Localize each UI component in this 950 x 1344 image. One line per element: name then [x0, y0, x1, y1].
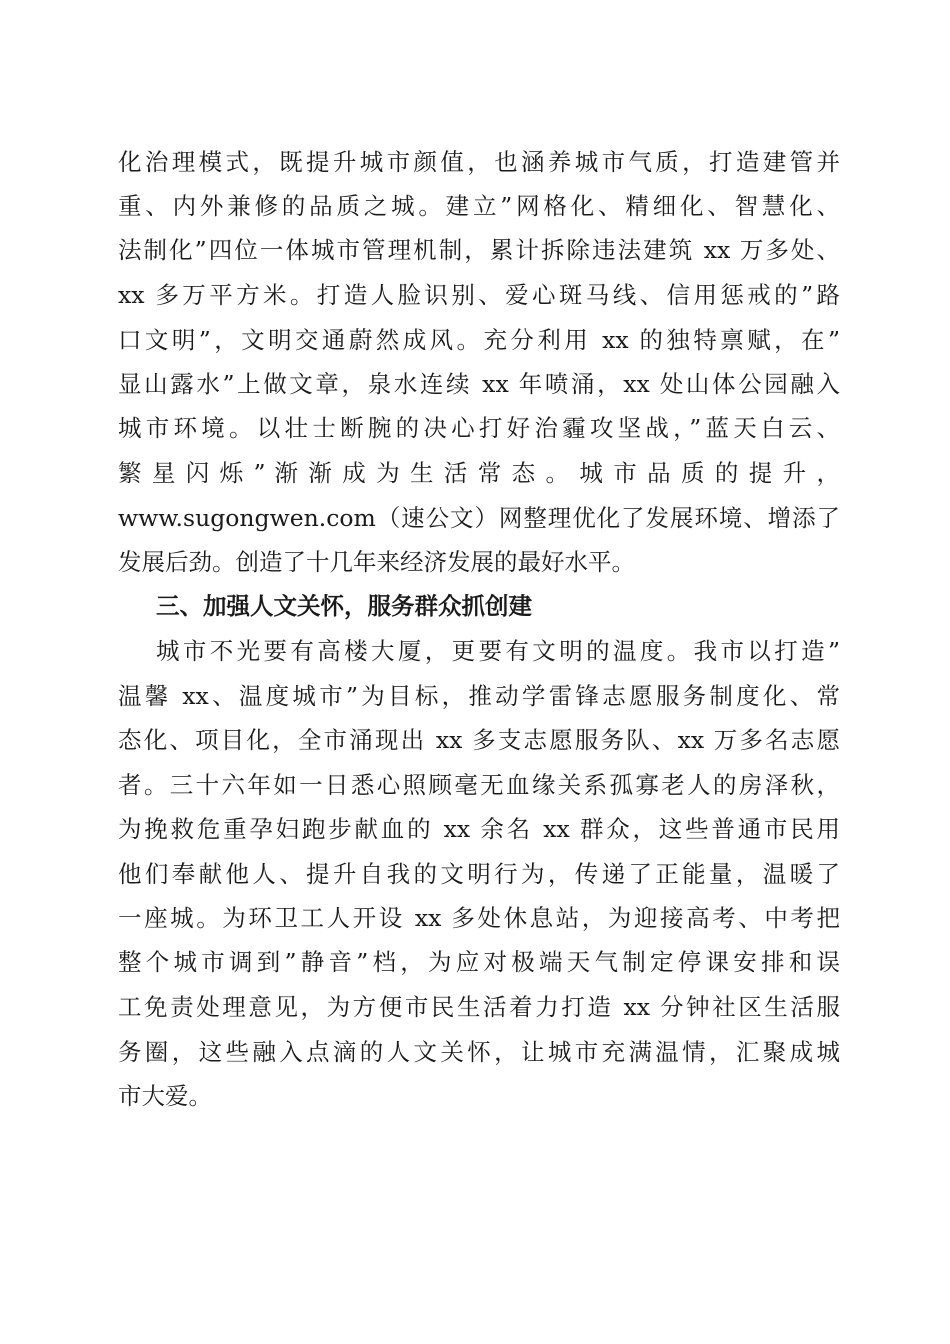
- text-line: 重、内外兼修的品质之城。建立”网格化、精细化、智慧化、: [118, 192, 840, 220]
- text-line: 温馨 xx、温度城市”为目标，推动学雷锋志愿服务制度化、常: [118, 682, 840, 710]
- text-line: 城市不光要有高楼大厦，更要有文明的温度。我市以打造”: [156, 637, 840, 665]
- text-line: 法制化”四位一体城市管理机制，累计拆除违法建筑 xx 万多处、: [118, 236, 840, 264]
- text-line: 城市环境。以壮士断腕的决心打好治霾攻坚战，”蓝天白云、: [118, 414, 840, 442]
- text-line: 化治理模式，既提升城市颜值，也涵养城市气质，打造建管并: [118, 148, 840, 176]
- text-line: 口文明”，文明交通蔚然成风。充分利用 xx 的独特禀赋，在”: [118, 326, 840, 354]
- text-line: 为挽救危重孕妇跑步献血的 xx 余名 xx 群众，这些普通市民用: [118, 815, 840, 843]
- text-line: 者。三十六年如一日悉心照顾毫无血缘关系孤寡老人的房泽秋，: [118, 771, 840, 799]
- text-line: 整个城市调到”静音”档，为应对极端天气制定停课安排和误: [118, 948, 840, 976]
- text-line: 态化、项目化，全市涌现出 xx 多支志愿服务队、xx 万多名志愿: [118, 726, 840, 754]
- text-line: 繁 星 闪 烁 ” 渐 渐 成 为 生 活 常 态 。 城 市 品 质 的 提 升 ，: [118, 459, 840, 487]
- text-line: 工免责处理意见，为方便市民生活着力打造 xx 分钟社区生活服: [118, 993, 840, 1021]
- text-line: xx 多万平方米。打造人脸识别、爱心斑马线、信用惩戒的”路: [118, 281, 840, 309]
- text-line: www.sugongwen.com（速公文）网整理优化了发展环境、增添了: [118, 504, 840, 532]
- section-heading: 三、加强人文关怀，服务群众抓创建: [156, 592, 532, 620]
- text-line: 显山露水”上做文章，泉水连续 xx 年喷涌，xx 处山体公园融入: [118, 370, 840, 398]
- text-line: 发展后劲。创造了十几年来经济发展的最好水平。: [118, 548, 635, 576]
- text-line: 他们奉献他人、提升自我的文明行为，传递了正能量，温暖了: [118, 860, 840, 888]
- text-line: 务圈，这些融入点滴的人文关怀，让城市充满温情，汇聚成城: [118, 1038, 840, 1066]
- text-line: 一座城。为环卫工人开设 xx 多处休息站，为迎接高考、中考把: [118, 904, 840, 932]
- text-line: 市大爱。: [118, 1082, 212, 1110]
